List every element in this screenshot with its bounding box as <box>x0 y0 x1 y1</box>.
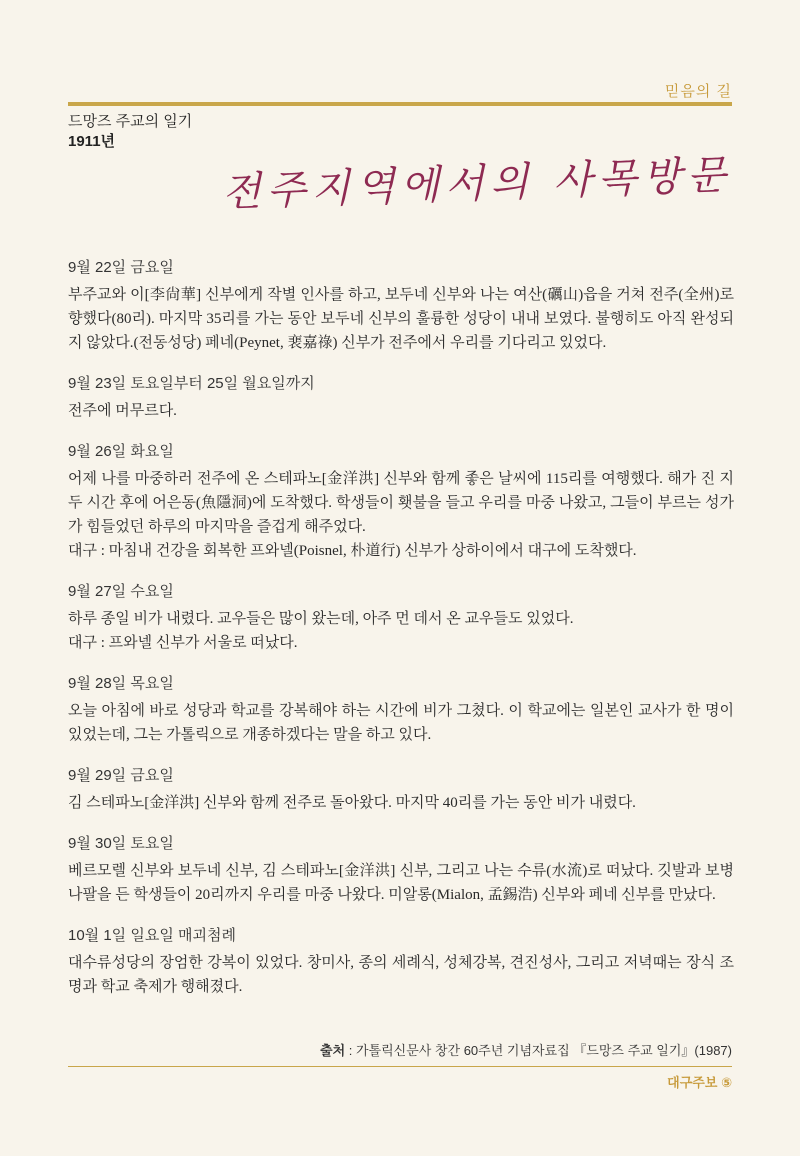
source-citation <box>320 1040 732 1059</box>
diary-entry <box>68 580 734 655</box>
entry-paragraph: 어제 나를 마중하러 전주에 온 스테파노[金洋洪] 신부와 함께 좋은 날씨에 115리를 여행했다. 해가 진 지 두 시간 후에 어은동(魚隱洞)에 도착했다. 학생들이 횃불을 들고 우리를 마중 나왔고, 그들이 부르는 성가가 힘들었던 하루의 마지막을 즐겁게 해주었다. <box>68 471 734 535</box>
section-tag: 믿음의 길 <box>664 83 732 100</box>
diary-entry <box>68 764 734 815</box>
bottom-divider <box>68 1066 732 1067</box>
entry-paragraph: 오늘 아침에 바로 성당과 학교를 강복해야 하는 시간에 비가 그쳤다. 이 학교에는 일본인 교사가 한 명이 있었는데, 그는 가톨릭으로 개종하겠다는 말을 하고 있다. <box>68 703 734 743</box>
entry-paragraph: 김 스테파노[金洋洪] 신부와 함께 전주로 돌아왔다. 마지막 40리를 가는 동안 비가 내렸다. <box>68 795 636 811</box>
entry-paragraph: 전주에 머무르다. <box>68 403 177 419</box>
diary-entry <box>68 440 734 563</box>
series-year: 1911년 <box>68 133 116 150</box>
series-heading <box>68 112 192 152</box>
entry-date: 9월 22일 금요일 <box>68 259 174 276</box>
entry-date: 9월 27일 수요일 <box>68 583 174 600</box>
entry-paragraph: 대구 : 프와넬 신부가 서울로 떠났다. <box>68 635 298 651</box>
entry-date: 10월 1일 일요일 매괴첨례 <box>68 927 236 944</box>
diary-entry <box>68 832 734 907</box>
entry-paragraph: 대수류성당의 장엄한 강복이 있었다. 창미사, 종의 세례식, 성체강복, 견진성사, 그리고 저녁때는 장식 조명과 학교 축제가 행해졌다. <box>68 955 734 995</box>
entry-date: 9월 30일 토요일 <box>68 835 174 852</box>
top-divider <box>68 102 732 106</box>
entry-paragraph: 하루 종일 비가 내렸다. 교우들은 많이 왔는데, 아주 먼 데서 온 교우들도 있었다. <box>68 611 574 627</box>
publication-footer: 대구주보 ⑤ <box>667 1075 732 1090</box>
diary-entries <box>68 256 734 1016</box>
diary-entry <box>68 256 734 355</box>
diary-entry <box>68 672 734 747</box>
source-label: 출처 <box>320 1043 346 1058</box>
entry-date: 9월 29일 금요일 <box>68 767 174 784</box>
entry-paragraph: 베르모렐 신부와 보두네 신부, 김 스테파노[金洋洪] 신부, 그리고 나는 수류(水流)로 떠났다. 깃발과 보병 나팔을 든 학생들이 20리까지 우리를 마중 나왔다. 미알롱(Mialon, 孟錫浩) 신부와 페네 신부를 만났다. <box>68 863 734 903</box>
entry-paragraph: 부주교와 이[李尙華] 신부에게 작별 인사를 하고, 보두네 신부와 나는 여산(礪山)읍을 거쳐 전주(全州)로 향했다(80리). 마지막 35리를 가는 동안 보두네 신부의 훌륭한 성당이 내내 보였다. 불행히도 아직 완성되지 않았다.(전동성당) 페네(Peynet, 裵嘉祿) 신부가 전주에서 우리를 기다리고 있었다. <box>68 287 734 351</box>
page-title: 전주지역에서의 사목방문 <box>221 152 733 216</box>
entry-date: 9월 26일 화요일 <box>68 443 174 460</box>
diary-entry <box>68 924 734 999</box>
series-title: 드망즈 주교의 일기 <box>68 113 193 130</box>
entry-date: 9월 23일 토요일부터 25일 월요일까지 <box>68 375 315 392</box>
source-text: : 가톨릭신문사 창간 60주년 기념자료집 『드망즈 주교 일기』(1987) <box>345 1043 732 1058</box>
diary-entry <box>68 372 734 423</box>
entry-paragraph: 대구 : 마침내 건강을 회복한 프와넬(Poisnel, 朴道行) 신부가 상하이에서 대구에 도착했다. <box>68 543 637 559</box>
entry-date: 9월 28일 목요일 <box>68 675 174 692</box>
